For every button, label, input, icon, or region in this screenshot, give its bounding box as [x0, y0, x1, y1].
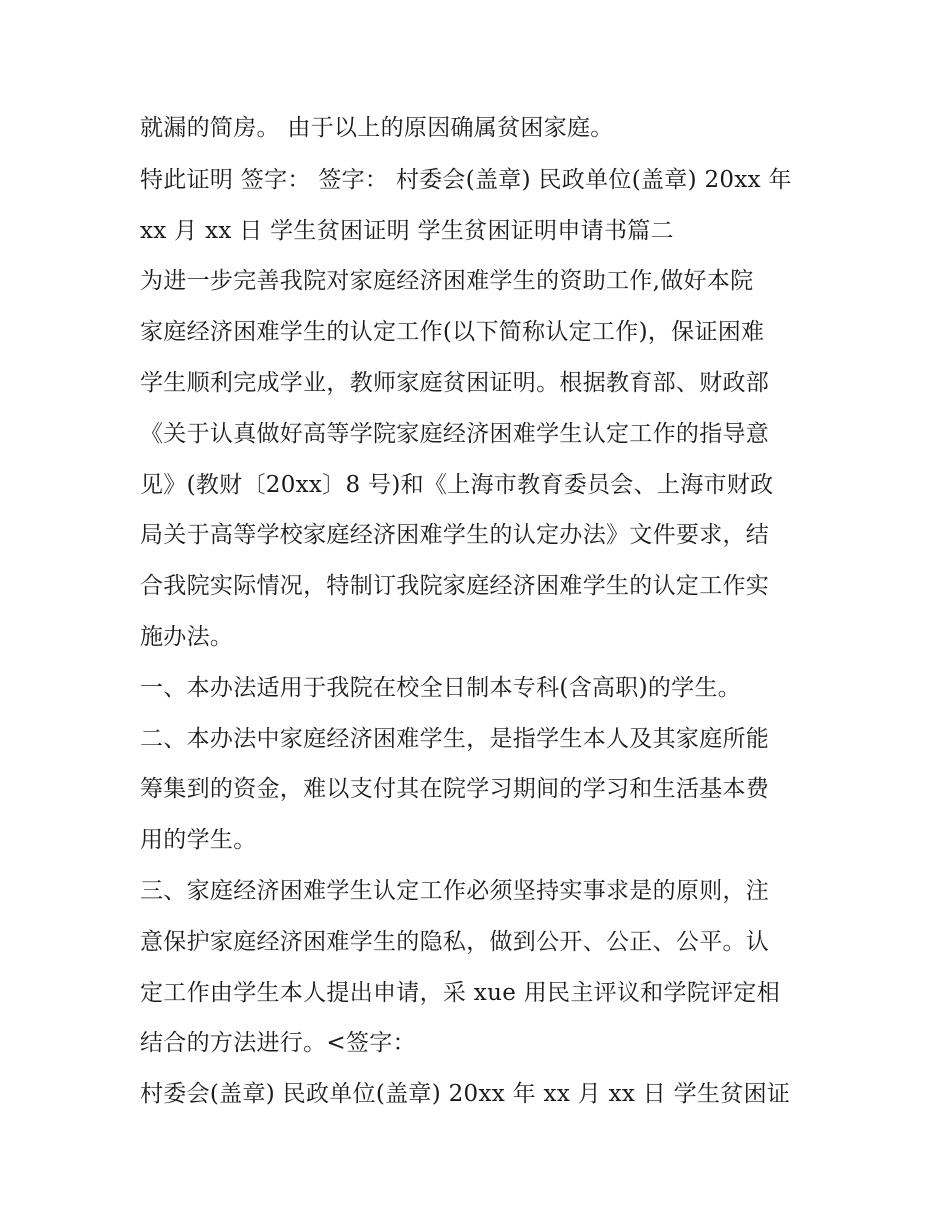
text-line: 学生顺利完成学业，教师家庭贫困证明。根据教育部、财政部: [140, 370, 770, 396]
text-line: 为进一步完善我院对家庭经济困难学生的资助工作,做好本院: [140, 268, 754, 294]
text-line: 《关于认真做好高等学院家庭经济困难学生认定工作的指导意: [140, 421, 770, 447]
text-line: 定工作由学生本人提出申请，采 xue 用民主评议和学院评定相: [140, 980, 781, 1006]
text-line: 意保护家庭经济困难学生的隐私，做到公开、公正、公平。认: [140, 929, 770, 955]
text-line: 一、本办法适用于我院在校全日制本专科(含高职)的学生。: [140, 675, 742, 701]
text-line: 见》(教财〔20xx〕8 号)和《上海市教育委员会、上海市财政: [140, 472, 774, 498]
text-line: 特此证明 签字： 签字： 村委会(盖章) 民政单位(盖章) 20xx 年: [140, 167, 792, 193]
text-line: 结合的方法进行。<签字：: [140, 1030, 416, 1056]
text-line: 二、本办法中家庭经济困难学生，是指学生本人及其家庭所能: [140, 726, 770, 752]
text-line: 合我院实际情况，特制订我院家庭经济困难学生的认定工作实: [140, 573, 770, 599]
text-line: xx 月 xx 日 学生贫困证明 学生贫困证明申请书篇二: [140, 218, 674, 244]
text-line: 家庭经济困难学生的认定工作(以下简称认定工作)，保证困难: [140, 319, 765, 345]
text-line: 用的学生。: [140, 827, 257, 853]
text-line: 局关于高等学校家庭经济困难学生的认定办法》文件要求，结: [140, 522, 770, 548]
text-line: 就漏的简房。 由于以上的原因确属贫困家庭。: [140, 115, 614, 141]
text-line: 村委会(盖章) 民政单位(盖章) 20xx 年 xx 月 xx 日 学生贫困证: [140, 1081, 791, 1107]
text-line: 三、家庭经济困难学生认定工作必须坚持实事求是的原则，注: [140, 878, 770, 904]
text-line: 筹集到的资金，难以支付其在院学习期间的学习和生活基本费: [140, 776, 770, 802]
text-line: 施办法。: [140, 624, 234, 650]
